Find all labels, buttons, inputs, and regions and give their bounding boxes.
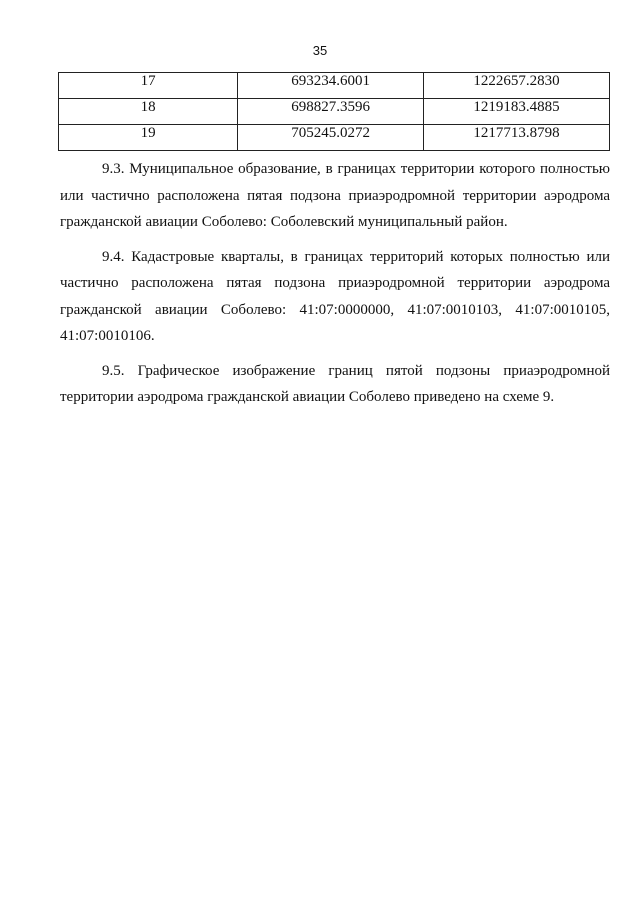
coordinates-table (58, 72, 610, 151)
table-row (59, 73, 610, 99)
x-coordinate-cell: 693234.6001 (238, 73, 424, 99)
y-coordinate-cell: 1217713.8798 (424, 125, 610, 151)
table-row (59, 125, 610, 151)
point-number-cell: 17 (59, 73, 238, 99)
x-coordinate-cell: 705245.0272 (238, 125, 424, 151)
document-body (60, 156, 610, 419)
x-coordinate-cell: 698827.3596 (238, 99, 424, 125)
y-coordinate-cell: 1222657.2830 (424, 73, 610, 99)
y-coordinate-cell: 1219183.4885 (424, 99, 610, 125)
point-number-cell: 18 (59, 99, 238, 125)
point-number-cell: 19 (59, 125, 238, 151)
paragraph-9-4: 9.4. Кадастровые кварталы, в границах территорий которых полностью или частично расположена пятая подзона приаэродромной территории аэродрома гражданской авиации Соболево: 41:07:0000000, 41:07:0010103, 41:07:0010105, 41:07:0010106. (60, 248, 610, 344)
page-number: 35 (312, 43, 328, 58)
table-row (59, 99, 610, 125)
paragraph-9-5: 9.5. Графическое изображение границ пятой подзоны приаэродромной территории аэродрома гражданской авиации Соболево приведено на схеме 9. (60, 362, 610, 405)
paragraph-9-3: 9.3. Муниципальное образование, в границах территории которого полностью или частично расположена пятая подзона приаэродромной территории аэродрома гражданской авиации Соболево: Соболевский муниципальный район. (60, 161, 610, 230)
